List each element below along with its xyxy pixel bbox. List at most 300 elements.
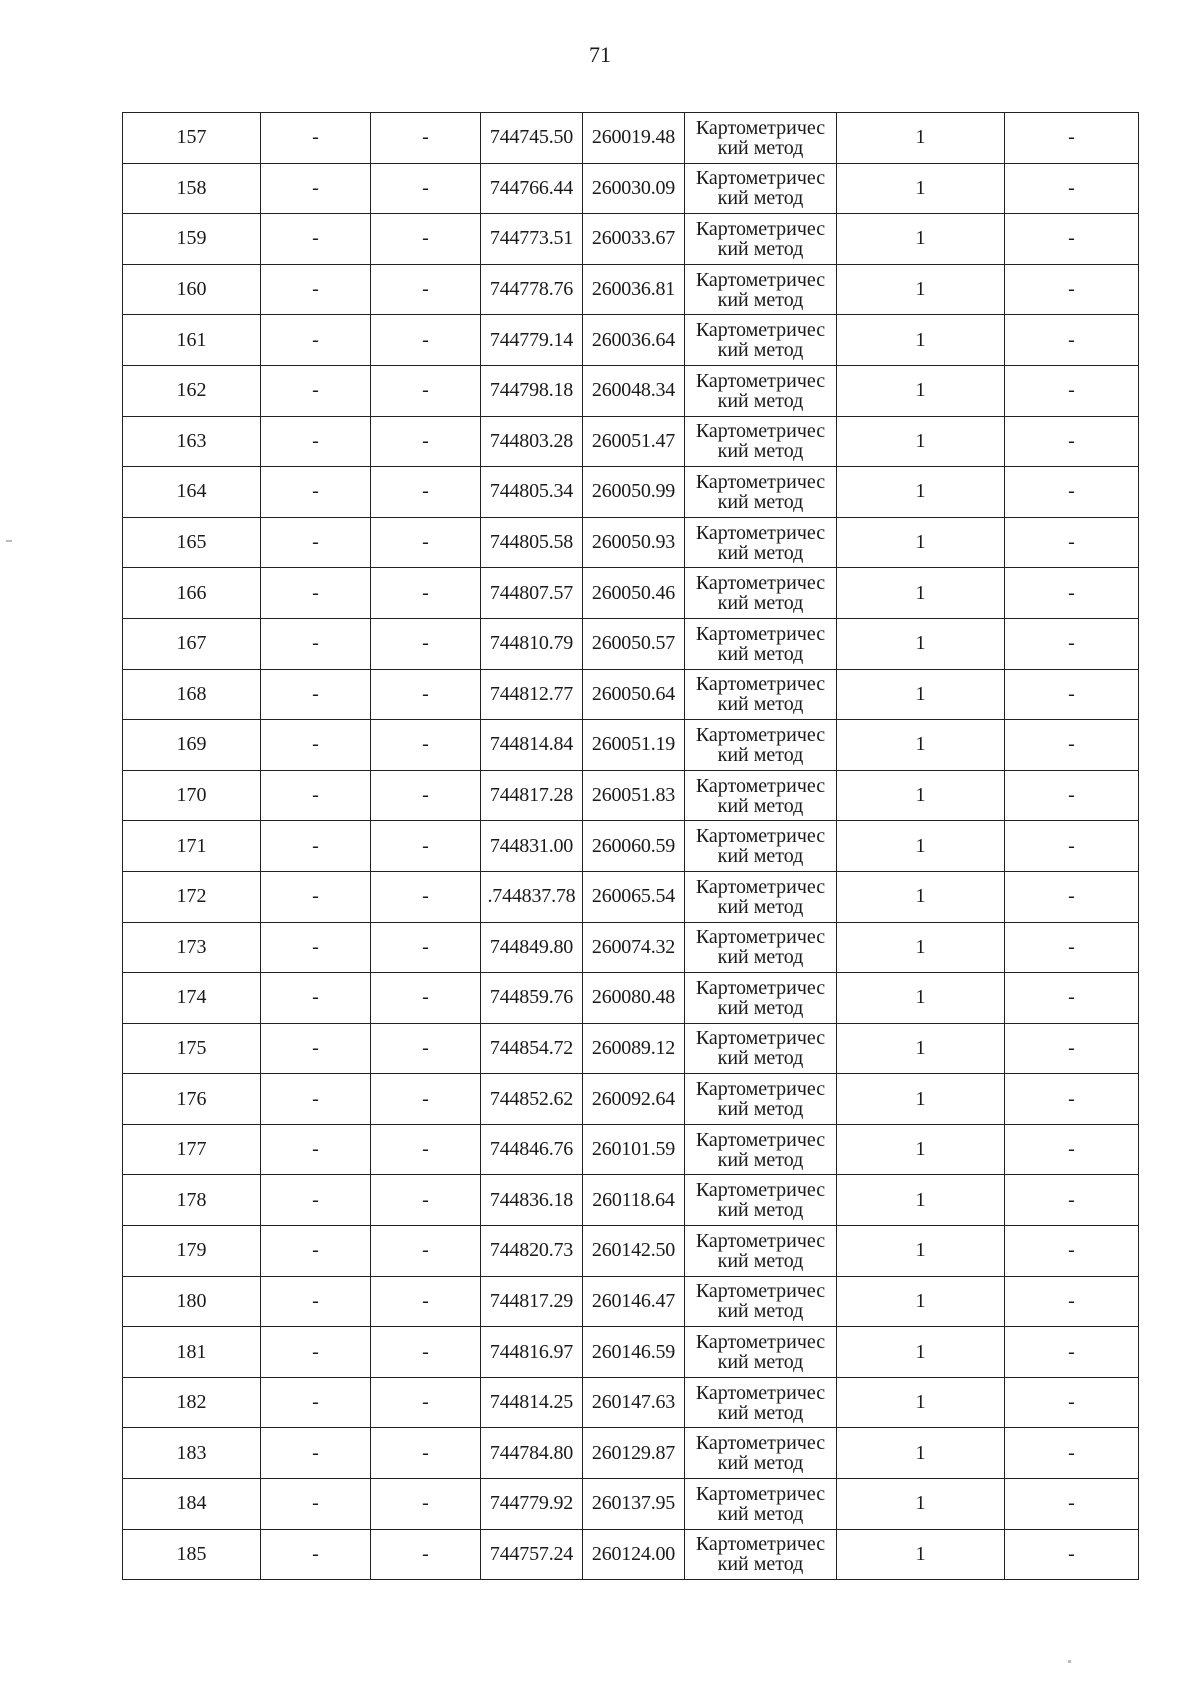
- point-number: 181: [123, 1327, 261, 1378]
- empty-cell: -: [261, 871, 371, 922]
- method-line-1: Картометричес: [695, 217, 826, 240]
- method-line-1: Картометричес: [695, 116, 826, 139]
- method-cell: [685, 416, 837, 467]
- method-line-2: кий метод: [717, 1098, 804, 1121]
- method-cell: [685, 1023, 837, 1074]
- x-coordinate: 744820.73: [481, 1226, 583, 1277]
- method-line-1: Картометричес: [695, 1533, 826, 1556]
- y-coordinate: 260030.09: [583, 163, 685, 214]
- table-row: [123, 1377, 1139, 1428]
- empty-cell: -: [261, 821, 371, 872]
- method-cell: [685, 113, 837, 164]
- point-number: 180: [123, 1276, 261, 1327]
- y-coordinate: 260146.47: [583, 1276, 685, 1327]
- method-cell: [685, 1175, 837, 1226]
- empty-cell: -: [371, 1175, 481, 1226]
- empty-cell: -: [261, 669, 371, 720]
- method-cell: [685, 1226, 837, 1277]
- empty-cell: -: [371, 113, 481, 164]
- empty-cell: -: [371, 1226, 481, 1277]
- empty-cell: -: [1005, 467, 1139, 518]
- method-line-2: кий метод: [717, 1553, 804, 1576]
- method-line-2: кий метод: [717, 1300, 804, 1323]
- empty-cell: -: [1005, 264, 1139, 315]
- method-cell: [685, 163, 837, 214]
- method-line-1: Картометричес: [695, 622, 826, 645]
- empty-cell: -: [1005, 1327, 1139, 1378]
- empty-cell: -: [371, 1276, 481, 1327]
- x-coordinate: 744805.34: [481, 467, 583, 518]
- method-line-2: кий метод: [717, 339, 804, 362]
- y-coordinate: 260147.63: [583, 1377, 685, 1428]
- empty-cell: -: [261, 1276, 371, 1327]
- point-number: 183: [123, 1428, 261, 1479]
- method-line-2: кий метод: [717, 592, 804, 615]
- y-coordinate: 260048.34: [583, 365, 685, 416]
- precision-value: 1: [837, 1226, 1005, 1277]
- table-row: [123, 618, 1139, 669]
- precision-value: 1: [837, 467, 1005, 518]
- x-coordinate: 744766.44: [481, 163, 583, 214]
- empty-cell: -: [371, 1529, 481, 1580]
- method-cell: [685, 264, 837, 315]
- empty-cell: -: [371, 973, 481, 1024]
- precision-value: 1: [837, 1074, 1005, 1125]
- x-coordinate: 744779.14: [481, 315, 583, 366]
- x-coordinate: 744784.80: [481, 1428, 583, 1479]
- method-cell: [685, 871, 837, 922]
- empty-cell: -: [371, 517, 481, 568]
- empty-cell: -: [1005, 416, 1139, 467]
- empty-cell: -: [261, 770, 371, 821]
- x-coordinate: 744798.18: [481, 365, 583, 416]
- empty-cell: -: [1005, 1023, 1139, 1074]
- y-coordinate: 260065.54: [583, 871, 685, 922]
- empty-cell: -: [261, 1124, 371, 1175]
- precision-value: 1: [837, 1276, 1005, 1327]
- x-coordinate: 744810.79: [481, 618, 583, 669]
- y-coordinate: 260050.64: [583, 669, 685, 720]
- empty-cell: -: [1005, 871, 1139, 922]
- table-row: [123, 1327, 1139, 1378]
- empty-cell: -: [1005, 1124, 1139, 1175]
- method-line-1: Картометричес: [695, 1229, 826, 1252]
- method-line-2: кий метод: [717, 1401, 804, 1424]
- method-line-2: кий метод: [717, 389, 804, 412]
- table-row: [123, 568, 1139, 619]
- x-coordinate: 744779.92: [481, 1479, 583, 1530]
- y-coordinate: 260089.12: [583, 1023, 685, 1074]
- table-row: [123, 416, 1139, 467]
- method-line-2: кий метод: [717, 1502, 804, 1525]
- x-coordinate: 744831.00: [481, 821, 583, 872]
- precision-value: 1: [837, 1124, 1005, 1175]
- table-row: [123, 1226, 1139, 1277]
- method-line-1: Картометричес: [695, 1027, 826, 1050]
- empty-cell: -: [1005, 1276, 1139, 1327]
- point-number: 182: [123, 1377, 261, 1428]
- table-row: [123, 922, 1139, 973]
- y-coordinate: 260092.64: [583, 1074, 685, 1125]
- empty-cell: -: [371, 315, 481, 366]
- y-coordinate: 260019.48: [583, 113, 685, 164]
- empty-cell: -: [261, 568, 371, 619]
- empty-cell: -: [1005, 821, 1139, 872]
- y-coordinate: 260033.67: [583, 214, 685, 265]
- method-cell: [685, 1124, 837, 1175]
- precision-value: 1: [837, 1023, 1005, 1074]
- empty-cell: -: [371, 1023, 481, 1074]
- point-number: 164: [123, 467, 261, 518]
- empty-cell: -: [261, 113, 371, 164]
- method-line-1: Картометричес: [695, 875, 826, 898]
- empty-cell: -: [1005, 1074, 1139, 1125]
- x-coordinate: 744817.28: [481, 770, 583, 821]
- empty-cell: -: [371, 568, 481, 619]
- y-coordinate: 260050.46: [583, 568, 685, 619]
- method-cell: [685, 720, 837, 771]
- method-line-2: кий метод: [717, 136, 804, 159]
- method-line-2: кий метод: [717, 794, 804, 817]
- method-line-2: кий метод: [717, 693, 804, 716]
- y-coordinate: 260146.59: [583, 1327, 685, 1378]
- method-line-2: кий метод: [717, 845, 804, 868]
- empty-cell: -: [1005, 618, 1139, 669]
- empty-cell: -: [261, 1377, 371, 1428]
- method-line-2: кий метод: [717, 187, 804, 210]
- table-row: [123, 821, 1139, 872]
- precision-value: 1: [837, 365, 1005, 416]
- point-number: 166: [123, 568, 261, 619]
- empty-cell: -: [261, 618, 371, 669]
- point-number: 167: [123, 618, 261, 669]
- empty-cell: -: [261, 1175, 371, 1226]
- precision-value: 1: [837, 1428, 1005, 1479]
- method-line-2: кий метод: [717, 1199, 804, 1222]
- point-number: 160: [123, 264, 261, 315]
- empty-cell: -: [1005, 568, 1139, 619]
- method-cell: [685, 821, 837, 872]
- method-line-2: кий метод: [717, 895, 804, 918]
- method-line-1: Картометричес: [695, 1280, 826, 1303]
- method-line-2: кий метод: [717, 440, 804, 463]
- x-coordinate: 744773.51: [481, 214, 583, 265]
- x-coordinate: 744757.24: [481, 1529, 583, 1580]
- point-number: 168: [123, 669, 261, 720]
- x-coordinate: 744812.77: [481, 669, 583, 720]
- method-line-1: Картометричес: [695, 1381, 826, 1404]
- precision-value: 1: [837, 517, 1005, 568]
- method-line-1: Картометричес: [695, 268, 826, 291]
- table-row: [123, 973, 1139, 1024]
- y-coordinate: 260051.19: [583, 720, 685, 771]
- empty-cell: -: [261, 1226, 371, 1277]
- precision-value: 1: [837, 922, 1005, 973]
- y-coordinate: 260142.50: [583, 1226, 685, 1277]
- x-coordinate: 744803.28: [481, 416, 583, 467]
- precision-value: 1: [837, 1377, 1005, 1428]
- method-cell: [685, 315, 837, 366]
- precision-value: 1: [837, 821, 1005, 872]
- method-cell: [685, 973, 837, 1024]
- method-line-1: Картометричес: [695, 420, 826, 443]
- y-coordinate: 260101.59: [583, 1124, 685, 1175]
- empty-cell: -: [1005, 1428, 1139, 1479]
- point-number: 179: [123, 1226, 261, 1277]
- method-line-2: кий метод: [717, 490, 804, 513]
- empty-cell: -: [261, 365, 371, 416]
- empty-cell: -: [371, 871, 481, 922]
- method-line-2: кий метод: [717, 996, 804, 1019]
- precision-value: 1: [837, 973, 1005, 1024]
- point-number: 172: [123, 871, 261, 922]
- empty-cell: -: [371, 264, 481, 315]
- scan-artifact: [1068, 1660, 1071, 1663]
- x-coordinate: 744846.76: [481, 1124, 583, 1175]
- method-line-2: кий метод: [717, 237, 804, 260]
- method-line-1: Картометричес: [695, 723, 826, 746]
- empty-cell: -: [1005, 1479, 1139, 1530]
- empty-cell: -: [1005, 1377, 1139, 1428]
- page-number: 71: [589, 42, 611, 67]
- empty-cell: -: [261, 1529, 371, 1580]
- point-number: 169: [123, 720, 261, 771]
- y-coordinate: 260036.81: [583, 264, 685, 315]
- table-row: [123, 517, 1139, 568]
- method-cell: [685, 770, 837, 821]
- y-coordinate: 260051.47: [583, 416, 685, 467]
- empty-cell: -: [261, 517, 371, 568]
- method-line-2: кий метод: [717, 1148, 804, 1171]
- y-coordinate: 260050.93: [583, 517, 685, 568]
- y-coordinate: 260118.64: [583, 1175, 685, 1226]
- method-cell: [685, 568, 837, 619]
- empty-cell: -: [261, 315, 371, 366]
- method-line-1: Картометричес: [695, 167, 826, 190]
- point-number: 170: [123, 770, 261, 821]
- empty-cell: -: [1005, 365, 1139, 416]
- x-coordinate: 744807.57: [481, 568, 583, 619]
- y-coordinate: 260074.32: [583, 922, 685, 973]
- x-coordinate: .744837.78: [481, 871, 583, 922]
- x-coordinate: 744852.62: [481, 1074, 583, 1125]
- empty-cell: -: [371, 416, 481, 467]
- empty-cell: -: [371, 669, 481, 720]
- point-number: 184: [123, 1479, 261, 1530]
- table-row: [123, 1529, 1139, 1580]
- table-row: [123, 871, 1139, 922]
- y-coordinate: 260050.57: [583, 618, 685, 669]
- method-line-2: кий метод: [717, 946, 804, 969]
- method-line-2: кий метод: [717, 1047, 804, 1070]
- precision-value: 1: [837, 1175, 1005, 1226]
- method-cell: [685, 1479, 837, 1530]
- table-row: [123, 1023, 1139, 1074]
- point-number: 163: [123, 416, 261, 467]
- table-row: [123, 163, 1139, 214]
- empty-cell: -: [371, 163, 481, 214]
- method-cell: [685, 1377, 837, 1428]
- point-number: 165: [123, 517, 261, 568]
- table-row: [123, 113, 1139, 164]
- table-row: [123, 214, 1139, 265]
- empty-cell: -: [1005, 720, 1139, 771]
- empty-cell: -: [371, 1428, 481, 1479]
- precision-value: 1: [837, 214, 1005, 265]
- empty-cell: -: [261, 1479, 371, 1530]
- point-number: 175: [123, 1023, 261, 1074]
- empty-cell: -: [1005, 770, 1139, 821]
- empty-cell: -: [371, 618, 481, 669]
- y-coordinate: 260060.59: [583, 821, 685, 872]
- point-number: 157: [123, 113, 261, 164]
- point-number: 173: [123, 922, 261, 973]
- method-line-1: Картометричес: [695, 369, 826, 392]
- method-line-2: кий метод: [717, 1249, 804, 1272]
- method-cell: [685, 214, 837, 265]
- point-number: 162: [123, 365, 261, 416]
- method-cell: [685, 467, 837, 518]
- empty-cell: -: [261, 467, 371, 518]
- precision-value: 1: [837, 113, 1005, 164]
- empty-cell: -: [371, 1479, 481, 1530]
- method-line-2: кий метод: [717, 1351, 804, 1374]
- empty-cell: -: [261, 264, 371, 315]
- method-line-1: Картометричес: [695, 470, 826, 493]
- table-row: [123, 669, 1139, 720]
- x-coordinate: 744854.72: [481, 1023, 583, 1074]
- method-cell: [685, 618, 837, 669]
- method-cell: [685, 922, 837, 973]
- method-line-2: кий метод: [717, 288, 804, 311]
- y-coordinate: 260137.95: [583, 1479, 685, 1530]
- table-row: [123, 1124, 1139, 1175]
- empty-cell: -: [1005, 163, 1139, 214]
- method-line-1: Картометричес: [695, 572, 826, 595]
- method-line-1: Картометричес: [695, 1128, 826, 1151]
- empty-cell: -: [1005, 113, 1139, 164]
- y-coordinate: 260050.99: [583, 467, 685, 518]
- empty-cell: -: [371, 1327, 481, 1378]
- scan-artifact: [6, 540, 12, 542]
- x-coordinate: 744805.58: [481, 517, 583, 568]
- table-row: [123, 770, 1139, 821]
- precision-value: 1: [837, 416, 1005, 467]
- table-row: [123, 365, 1139, 416]
- x-coordinate: 744778.76: [481, 264, 583, 315]
- table-row: [123, 315, 1139, 366]
- method-line-1: Картометричес: [695, 319, 826, 342]
- method-cell: [685, 1428, 837, 1479]
- method-line-1: Картометричес: [695, 1432, 826, 1455]
- y-coordinate: 260051.83: [583, 770, 685, 821]
- empty-cell: -: [1005, 1529, 1139, 1580]
- point-number: 178: [123, 1175, 261, 1226]
- y-coordinate: 260129.87: [583, 1428, 685, 1479]
- empty-cell: -: [371, 720, 481, 771]
- empty-cell: -: [1005, 315, 1139, 366]
- method-cell: [685, 365, 837, 416]
- precision-value: 1: [837, 568, 1005, 619]
- x-coordinate: 744849.80: [481, 922, 583, 973]
- empty-cell: -: [1005, 517, 1139, 568]
- y-coordinate: 260036.64: [583, 315, 685, 366]
- empty-cell: -: [261, 416, 371, 467]
- x-coordinate: 744814.84: [481, 720, 583, 771]
- point-number: 174: [123, 973, 261, 1024]
- empty-cell: -: [1005, 922, 1139, 973]
- point-number: 158: [123, 163, 261, 214]
- precision-value: 1: [837, 770, 1005, 821]
- empty-cell: -: [371, 770, 481, 821]
- precision-value: 1: [837, 720, 1005, 771]
- precision-value: 1: [837, 315, 1005, 366]
- method-line-2: кий метод: [717, 1452, 804, 1475]
- method-line-1: Картометричес: [695, 1482, 826, 1505]
- empty-cell: -: [371, 821, 481, 872]
- empty-cell: -: [371, 365, 481, 416]
- table-row: [123, 264, 1139, 315]
- x-coordinate: 744836.18: [481, 1175, 583, 1226]
- empty-cell: -: [261, 922, 371, 973]
- empty-cell: -: [261, 163, 371, 214]
- empty-cell: -: [261, 973, 371, 1024]
- empty-cell: -: [261, 1074, 371, 1125]
- method-line-1: Картометричес: [695, 673, 826, 696]
- empty-cell: -: [1005, 214, 1139, 265]
- empty-cell: -: [371, 1377, 481, 1428]
- empty-cell: -: [1005, 669, 1139, 720]
- empty-cell: -: [261, 720, 371, 771]
- precision-value: 1: [837, 618, 1005, 669]
- point-number: 185: [123, 1529, 261, 1580]
- x-coordinate: 744859.76: [481, 973, 583, 1024]
- precision-value: 1: [837, 264, 1005, 315]
- x-coordinate: 744814.25: [481, 1377, 583, 1428]
- empty-cell: -: [371, 1074, 481, 1125]
- point-number: 161: [123, 315, 261, 366]
- x-coordinate: 744816.97: [481, 1327, 583, 1378]
- precision-value: 1: [837, 1327, 1005, 1378]
- y-coordinate: 260080.48: [583, 973, 685, 1024]
- empty-cell: -: [261, 1327, 371, 1378]
- precision-value: 1: [837, 1529, 1005, 1580]
- empty-cell: -: [261, 214, 371, 265]
- empty-cell: -: [1005, 1226, 1139, 1277]
- empty-cell: -: [1005, 1175, 1139, 1226]
- method-cell: [685, 669, 837, 720]
- empty-cell: -: [371, 467, 481, 518]
- method-line-2: кий метод: [717, 541, 804, 564]
- table-row: [123, 1074, 1139, 1125]
- precision-value: 1: [837, 1479, 1005, 1530]
- precision-value: 1: [837, 669, 1005, 720]
- method-line-1: Картометричес: [695, 825, 826, 848]
- x-coordinate: 744745.50: [481, 113, 583, 164]
- method-line-1: Картометричес: [695, 774, 826, 797]
- point-number: 177: [123, 1124, 261, 1175]
- point-number: 171: [123, 821, 261, 872]
- method-line-1: Картометричес: [695, 521, 826, 544]
- y-coordinate: 260124.00: [583, 1529, 685, 1580]
- empty-cell: -: [371, 1124, 481, 1175]
- method-line-2: кий метод: [717, 642, 804, 665]
- empty-cell: -: [1005, 973, 1139, 1024]
- method-line-1: Картометричес: [695, 1331, 826, 1354]
- table-row: [123, 1479, 1139, 1530]
- method-cell: [685, 1074, 837, 1125]
- method-cell: [685, 1276, 837, 1327]
